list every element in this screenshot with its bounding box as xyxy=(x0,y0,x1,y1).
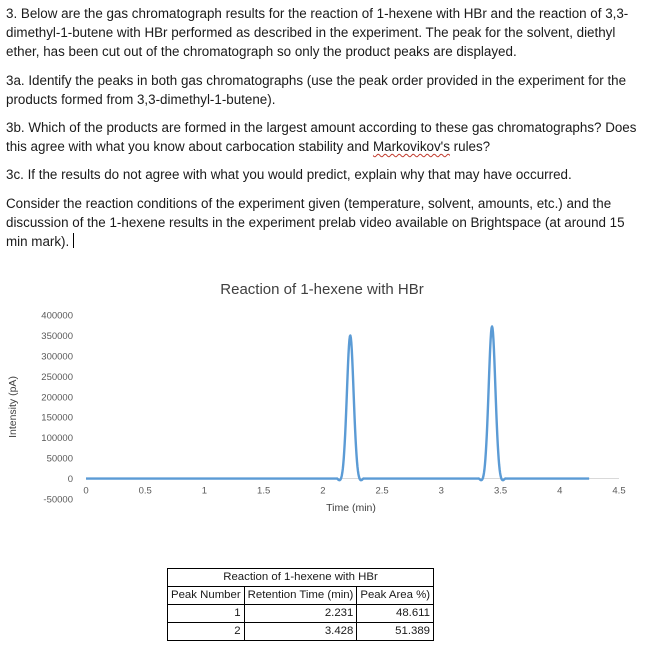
x-axis-ticks xyxy=(83,486,625,497)
question-3b-text: 3b. Which of the products are formed in the largest amount according to these gas chromatographs? Does this agree with what you know about carbocation stability and xyxy=(6,120,637,155)
question-3-intro: 3. Below are the gas chromatograph results for the reaction of 1-hexene with HBr and the reaction of 3,3-dimethyl-1-butene with HBr performed as described in the experiment. The peak for the solvent, diethyl ether, has been cut out of the chromatograph so only the product peaks are displayed. xyxy=(6,6,629,60)
cell-retention-time: 2.231 xyxy=(244,605,357,623)
table-row xyxy=(168,623,434,641)
cell-peak-number: 2 xyxy=(168,623,245,641)
y-tick-label: 150000 xyxy=(41,412,73,424)
header-retention-time: Retention Time (min) xyxy=(244,587,357,605)
y-tick-label: 100000 xyxy=(41,433,73,445)
x-tick-label: 1 xyxy=(201,485,208,497)
question-text xyxy=(6,4,646,260)
note-text: Consider the reaction conditions of the experiment given (temperature, solvent, amounts, etc.) and the discussion of the 1-hexene results in the experiment prelab video available on Brightspace (at around 15 min mark). xyxy=(6,195,625,250)
table-caption-row xyxy=(168,569,434,587)
cell-peak-area: 48.611 xyxy=(357,605,434,623)
spellcheck-flagged-word[interactable]: Markovikov's xyxy=(372,139,450,155)
results-table xyxy=(167,568,434,641)
question-3c: 3c. If the results do not agree with what you would predict, explain why that may have occurred. xyxy=(6,167,572,183)
y-tick-label: 300000 xyxy=(41,351,73,363)
table-row xyxy=(168,605,434,623)
question-3a: 3a. Identify the peaks in both gas chromatographs (use the peak order provided in the experiment for the products formed from 3,3-dimethyl-1-butene). xyxy=(6,72,627,107)
y-tick-label: 0 xyxy=(67,474,73,486)
gc-chart xyxy=(0,268,652,520)
header-peak-number: Peak Number xyxy=(168,587,245,605)
table-caption: Reaction of 1-hexene with HBr xyxy=(168,569,434,587)
y-axis-label: Intensity (pA) xyxy=(7,376,19,438)
y-tick-label: 200000 xyxy=(41,392,73,404)
cell-retention-time: 3.428 xyxy=(244,623,357,641)
x-tick-label: 3 xyxy=(438,485,444,497)
reaction-conditions-note[interactable] xyxy=(6,194,646,252)
table-header-row xyxy=(168,587,434,605)
x-axis-label: Time (min) xyxy=(326,502,376,514)
x-tick-label: 1.5 xyxy=(257,485,271,497)
header-peak-area: Peak Area %) xyxy=(357,587,434,605)
x-tick-label: 4.5 xyxy=(612,485,626,497)
y-tick-label: 350000 xyxy=(41,330,73,342)
text-cursor xyxy=(73,233,74,248)
x-tick-label: 3.5 xyxy=(493,485,508,497)
x-tick-label: 2 xyxy=(320,485,326,497)
y-tick-label: 400000 xyxy=(41,310,73,322)
question-3b xyxy=(6,118,646,156)
y-tick-label: -50000 xyxy=(43,494,73,506)
cell-peak-area: 51.389 xyxy=(357,623,434,641)
x-tick-label: 0 xyxy=(83,485,89,497)
chromatogram-line xyxy=(86,326,589,480)
x-tick-label: 2.5 xyxy=(375,485,389,497)
y-tick-label: 250000 xyxy=(41,371,73,383)
question-3b-end: rules? xyxy=(449,139,491,155)
y-tick-label: 50000 xyxy=(46,453,73,465)
y-axis-ticks xyxy=(41,311,73,506)
chart-title: Reaction of 1-hexene with HBr xyxy=(220,281,424,298)
cell-peak-number: 1 xyxy=(168,605,245,623)
x-tick-label: 0.5 xyxy=(138,485,152,497)
x-tick-label: 4 xyxy=(557,485,563,497)
